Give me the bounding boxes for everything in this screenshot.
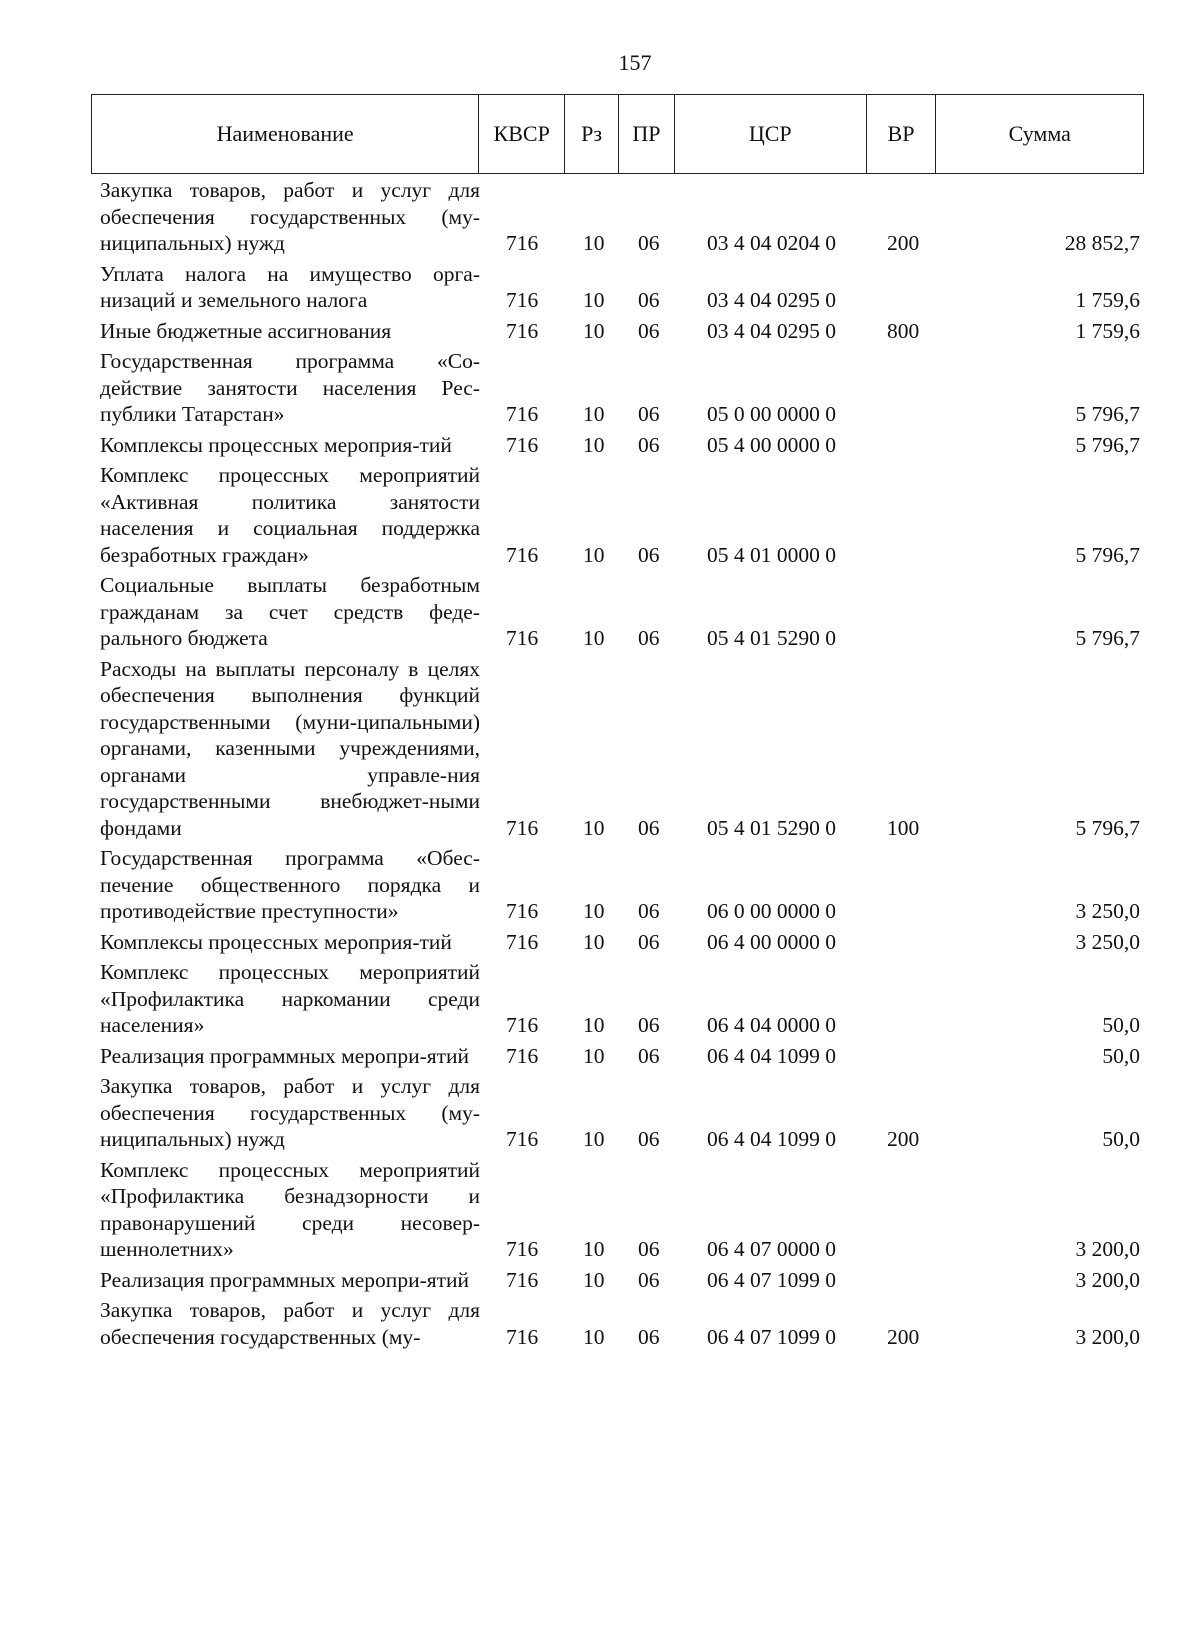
- cell-vr: 800: [887, 318, 920, 343]
- cell-pr: 06: [638, 1267, 660, 1292]
- cell-rz: 10: [583, 1043, 605, 1068]
- cell-pr: 06: [638, 1013, 660, 1037]
- table-header: [91, 94, 1144, 174]
- cell-kvsr: 716: [506, 1324, 539, 1349]
- cell-pr: 06: [638, 231, 660, 255]
- cell-name: Закупка товаров, работ и услуг для обеспечения государственных (му-ниципальных) нужд: [100, 1074, 480, 1151]
- cell-csr: 06 0 00 0000 0: [707, 899, 836, 923]
- table-row: [100, 432, 1140, 459]
- cell-sum: 5 796,7: [1075, 402, 1140, 426]
- cell-rz: 10: [583, 231, 605, 255]
- cell-sum: 28 852,7: [1064, 231, 1140, 255]
- cell-pr: 06: [638, 402, 660, 426]
- cell-csr: 05 4 00 0000 0: [707, 432, 836, 457]
- cell-csr: 03 4 04 0295 0: [707, 288, 836, 312]
- cell-name: Иные бюджетные ассигнования: [100, 318, 392, 343]
- cell-name: Уплата налога на имущество орга-низаций и земельного налога: [100, 261, 480, 312]
- table-row: [100, 318, 1140, 345]
- cell-pr: 06: [638, 815, 660, 840]
- cell-pr: 06: [638, 288, 660, 312]
- cell-vr: 200: [887, 1127, 920, 1151]
- cell-name: Государственная программа «Обес-печение общественного порядка и противодействие преступности»: [100, 846, 480, 923]
- table-row: [100, 1267, 1140, 1294]
- table-row: [100, 261, 1140, 314]
- cell-sum: 5 796,7: [1075, 432, 1140, 457]
- cell-pr: 06: [638, 899, 660, 923]
- cell-kvsr: 716: [506, 1267, 539, 1292]
- cell-kvsr: 716: [506, 231, 539, 255]
- table-row: [100, 929, 1140, 956]
- cell-rz: 10: [583, 1013, 605, 1037]
- cell-kvsr: 716: [506, 402, 539, 426]
- cell-csr: 05 4 01 0000 0: [707, 542, 836, 567]
- cell-rz: 10: [583, 402, 605, 426]
- header-csr: ЦСР: [675, 95, 867, 173]
- table-row: [100, 177, 1140, 257]
- cell-csr: 03 4 04 0295 0: [707, 318, 836, 343]
- cell-sum: 50,0: [1102, 1013, 1140, 1037]
- cell-name: Комплексы процессных мероприя-тий: [100, 929, 452, 954]
- cell-csr: 06 4 07 1099 0: [707, 1267, 836, 1292]
- table-row: [100, 1297, 1140, 1350]
- cell-vr: 100: [887, 815, 920, 840]
- page-number: 157: [618, 50, 652, 75]
- cell-sum: 3 250,0: [1075, 899, 1140, 923]
- header-rz: Рз: [565, 95, 619, 173]
- cell-sum: 1 759,6: [1075, 288, 1140, 312]
- cell-pr: 06: [638, 1043, 660, 1068]
- table-row: [100, 845, 1140, 925]
- cell-pr: 06: [638, 1237, 660, 1261]
- table-row: [100, 656, 1140, 842]
- cell-sum: 5 796,7: [1075, 626, 1140, 650]
- cell-name: Государственная программа «Со-действие занятости населения Рес-публики Татарстан»: [100, 349, 480, 426]
- cell-name: Комплекс процессных мероприятий «Активная политика занятости населения и социальная поддержка безработных граждан»: [100, 463, 480, 567]
- table-row: [100, 572, 1140, 652]
- cell-vr: 200: [887, 231, 920, 255]
- cell-kvsr: 716: [506, 432, 539, 457]
- cell-csr: 06 4 04 0000 0: [707, 1013, 836, 1037]
- cell-kvsr: 716: [506, 1043, 539, 1068]
- table-body: [100, 177, 1140, 1354]
- cell-name: Социальные выплаты безработным гражданам за счет средств феде-рального бюджета: [100, 573, 480, 650]
- cell-sum: 3 200,0: [1075, 1324, 1140, 1349]
- cell-rz: 10: [583, 815, 605, 840]
- cell-name: Реализация программных меропри-ятий: [100, 1267, 470, 1292]
- cell-pr: 06: [638, 929, 660, 954]
- cell-name: Комплекс процессных мероприятий «Профилактика наркомании среди населения»: [100, 960, 480, 1037]
- cell-csr: 05 4 01 5290 0: [707, 626, 836, 650]
- cell-pr: 06: [638, 542, 660, 567]
- header-vr: ВР: [867, 95, 937, 173]
- cell-csr: 05 4 01 5290 0: [707, 815, 836, 840]
- cell-csr: 03 4 04 0204 0: [707, 231, 836, 255]
- header-pr: ПР: [619, 95, 675, 173]
- cell-csr: 05 0 00 0000 0: [707, 402, 836, 426]
- header-name: Наименование: [92, 95, 479, 173]
- table-row: [100, 1043, 1140, 1070]
- cell-name: Закупка товаров, работ и услуг для обеспечения государственных (му-ниципальных) нужд: [100, 178, 480, 255]
- cell-kvsr: 716: [506, 542, 539, 567]
- cell-rz: 10: [583, 929, 605, 954]
- cell-sum: 1 759,6: [1075, 318, 1140, 343]
- cell-kvsr: 716: [506, 288, 539, 312]
- cell-sum: 3 200,0: [1075, 1267, 1140, 1292]
- cell-sum: 5 796,7: [1075, 815, 1140, 840]
- cell-name: Комплексы процессных мероприя-тий: [100, 432, 452, 457]
- cell-kvsr: 716: [506, 1013, 539, 1037]
- cell-kvsr: 716: [506, 929, 539, 954]
- table-row: [100, 959, 1140, 1039]
- cell-rz: 10: [583, 1324, 605, 1349]
- table-row: [100, 348, 1140, 428]
- cell-name: Расходы на выплаты персоналу в целях обеспечения выполнения функций государственными (муни-ципальными) органами, казенными учреждениями, органами управле-ния государственными внебюджет-ными фондами: [100, 656, 480, 840]
- cell-csr: 06 4 00 0000 0: [707, 929, 836, 954]
- cell-name: Закупка товаров, работ и услуг для обеспечения государственных (му-: [100, 1298, 480, 1349]
- header-kvsr: КВСР: [479, 95, 565, 173]
- cell-rz: 10: [583, 626, 605, 650]
- cell-pr: 06: [638, 432, 660, 457]
- table-row: [100, 1157, 1140, 1263]
- cell-kvsr: 716: [506, 815, 539, 840]
- cell-rz: 10: [583, 1127, 605, 1151]
- header-sum: Сумма: [1008, 121, 1071, 146]
- cell-rz: 10: [583, 1237, 605, 1261]
- cell-kvsr: 716: [506, 318, 539, 343]
- cell-rz: 10: [583, 432, 605, 457]
- cell-rz: 10: [583, 899, 605, 923]
- table-row: [100, 462, 1140, 568]
- cell-pr: 06: [638, 1127, 660, 1151]
- cell-kvsr: 716: [506, 1237, 539, 1261]
- cell-kvsr: 716: [506, 1127, 539, 1151]
- cell-pr: 06: [638, 318, 660, 343]
- cell-kvsr: 716: [506, 899, 539, 923]
- cell-rz: 10: [583, 542, 605, 567]
- cell-vr: 200: [887, 1324, 920, 1349]
- table-row: [100, 1073, 1140, 1153]
- cell-rz: 10: [583, 1267, 605, 1292]
- cell-name: Комплекс процессных мероприятий «Профилактика безнадзорности и правонарушений среди несовер-шеннолетних»: [100, 1157, 480, 1261]
- cell-sum: 50,0: [1102, 1127, 1140, 1151]
- cell-kvsr: 716: [506, 626, 539, 650]
- cell-sum: 3 250,0: [1075, 929, 1140, 954]
- cell-name: Реализация программных меропри-ятий: [100, 1043, 470, 1068]
- cell-csr: 06 4 07 0000 0: [707, 1237, 836, 1261]
- cell-pr: 06: [638, 1324, 660, 1349]
- cell-csr: 06 4 07 1099 0: [707, 1324, 836, 1349]
- cell-pr: 06: [638, 626, 660, 650]
- cell-sum: 5 796,7: [1075, 542, 1140, 567]
- cell-sum: 50,0: [1102, 1043, 1140, 1068]
- cell-rz: 10: [583, 318, 605, 343]
- cell-rz: 10: [583, 288, 605, 312]
- cell-csr: 06 4 04 1099 0: [707, 1043, 836, 1068]
- cell-csr: 06 4 04 1099 0: [707, 1127, 836, 1151]
- cell-sum: 3 200,0: [1075, 1237, 1140, 1261]
